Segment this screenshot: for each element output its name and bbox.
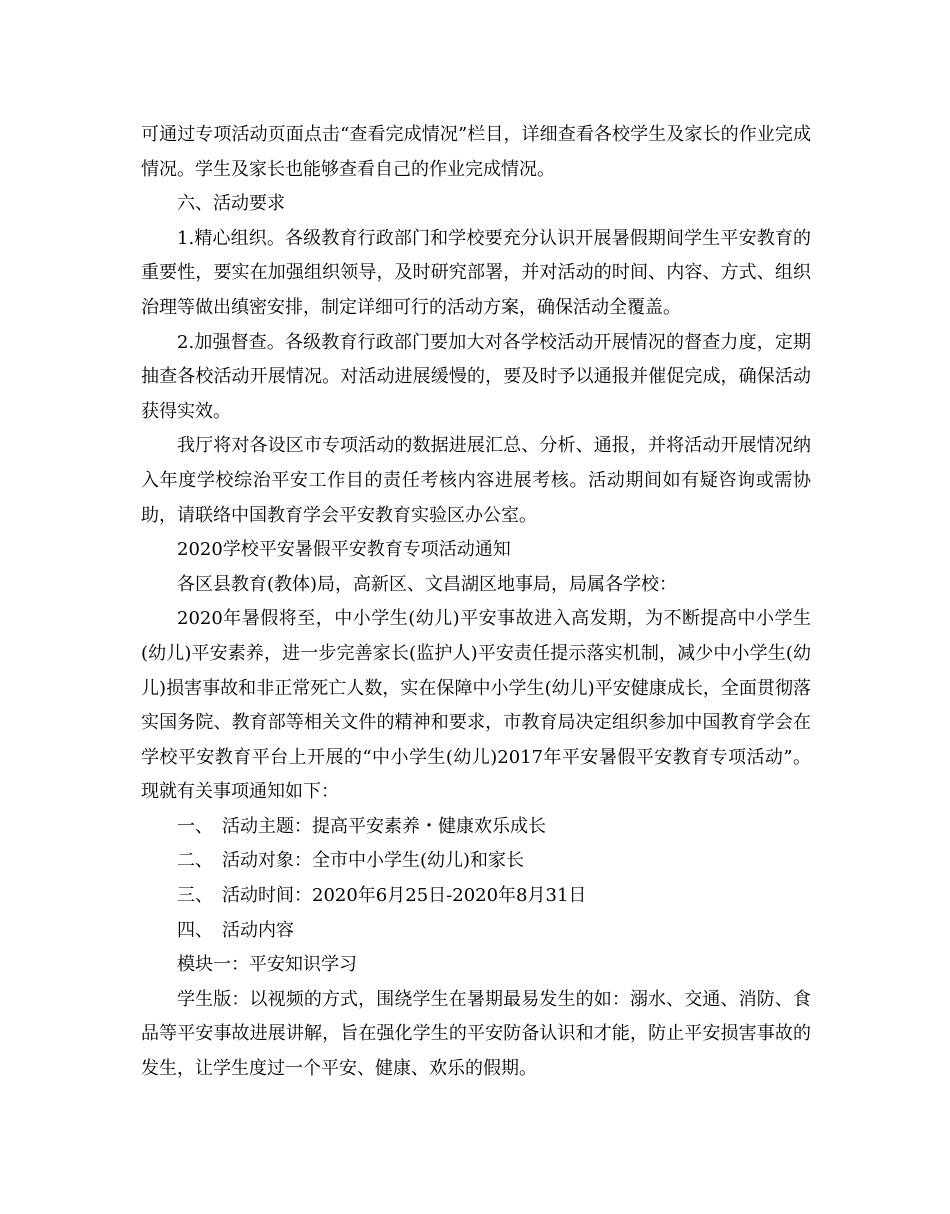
item-activity-target: 二、 活动对象：全市中小学生(幼儿)和家长	[177, 850, 525, 872]
heading-activity-requirements: 六、活动要求	[177, 193, 285, 215]
paragraph-notice-body: 2020年暑假将至，中小学生(幼儿)平安事故进入高发期，为不断提高中小学生(幼儿)平安素养，进一步完善家长(监护人)平安责任提示落实机制，减少中小学生(幼儿)损害事故和非正常死亡人数，实在保障中小学生(幼儿)平安健康成长，全面贯彻落实国务院、教育部等相关文件的精神和要求，市教育局决定组织参加中国教育学会在学校平安教育平台上开展的“中小学生(幼儿)2017年平安暑假平安教育专项活动”。现就有关事项通知如下：	[141, 608, 811, 803]
paragraph-homework-check: 可通过专项活动页面点击“查看完成情况”栏目，详细查看各校学生及家长的作业完成情况。学生及家长也能够查看自己的作业完成情况。	[141, 124, 811, 180]
item-activity-content: 四、 活动内容	[177, 919, 294, 941]
document-page	[141, 118, 811, 1087]
notice-recipients: 各区县教育(教体)局，高新区、文昌湖区地事局，局属各学校：	[177, 573, 678, 595]
paragraph-department-summary: 我厅将对各设区市专项活动的数据进展汇总、分析、通报，并将活动开展情况纳入年度学校综治平安工作目的责任考核内容进展考核。活动期间如有疑咨询或需协助，请联络中国教育学会平安教育实验区办公室。	[141, 435, 811, 526]
notice-title: 2020学校平安暑假平安教育专项活动通知	[177, 539, 511, 561]
item-activity-time: 三、 活动时间：2020年6月25日-2020年8月31日	[177, 885, 587, 907]
paragraph-student-version: 学生版：以视频的方式，围绕学生在暑期最易发生的如：溺水、交通、消防、食品等平安事故进展讲解，旨在强化学生的平安防备认识和才能，防止平安损害事故的发生，让学生度过一个平安、健康、欢乐的假期。	[141, 988, 811, 1080]
paragraph-strengthen-supervision: 2.加强督查。各级教育行政部门要加大对各学校活动开展情况的督查力度，定期抽查各校活动开展情况。对活动进展缓慢的，要及时予以通报并催促完成，确保活动获得实效。	[141, 331, 811, 422]
paragraph-careful-organization: 1.精心组织。各级教育行政部门和学校要充分认识开展暑假期间学生平安教育的重要性，要实在加强组织领导，及时研究部署，并对活动的时间、内容、方式、组织治理等做出缜密安排，制定详细可行的活动方案，确保活动全覆盖。	[141, 227, 811, 318]
item-activity-theme: 一、 活动主题：提高平安素养・健康欢乐成长	[177, 815, 546, 837]
module-one-heading: 模块一：平安知识学习	[177, 954, 357, 976]
